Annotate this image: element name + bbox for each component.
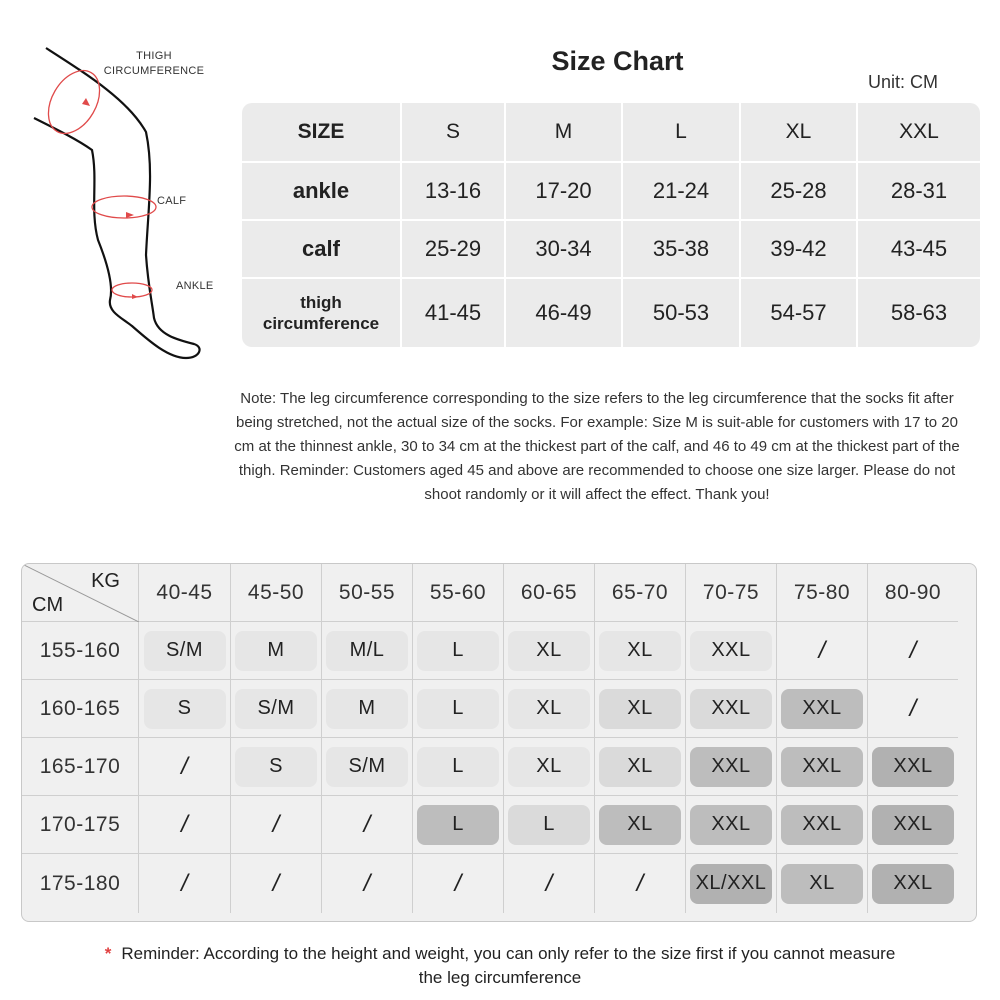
size-row-label: calf bbox=[242, 221, 402, 279]
size-note: Note: The leg circumference corresponding to the size refers to the leg circumference that the socks fit after being stretched, not the actual size of the socks. For example: Size M is suit-able for customers with 17 to 20 cm at the thinnest ankle, 30 to 34 cm at the thickest part of the calf, and 46 to 49 cm at the thickest part of the thigh. Reminder: Customers aged 45 and above are recommended to choose one size larger. Please do not shoot randomly or it will affect the effect. Thank you! bbox=[234, 390, 960, 503]
size-recommendation-cell bbox=[686, 738, 777, 796]
size-recommendation-cell bbox=[231, 796, 322, 854]
weight-header: 75-80 bbox=[777, 564, 868, 622]
size-pill: L bbox=[417, 747, 499, 787]
size-row-label: ankle bbox=[242, 163, 402, 221]
size-recommendation-cell bbox=[413, 796, 504, 854]
weight-header: 80-90 bbox=[868, 564, 958, 622]
size-recommendation-cell bbox=[777, 738, 868, 796]
corner-kg-label: KG bbox=[91, 570, 120, 592]
size-header-m: M bbox=[506, 103, 623, 163]
size-recommendation-cell bbox=[686, 854, 777, 913]
size-pill: XXL bbox=[690, 689, 772, 729]
not-available-mark: / bbox=[636, 869, 644, 897]
height-row-label: 160-165 bbox=[22, 680, 139, 738]
size-recommendation-cell bbox=[777, 796, 868, 854]
size-header-l: L bbox=[623, 103, 741, 163]
size-recommendation-cell bbox=[595, 738, 686, 796]
not-available-mark: / bbox=[181, 869, 188, 897]
size-value-cell: 35-38 bbox=[623, 221, 741, 279]
size-pill: S/M bbox=[326, 747, 408, 787]
size-pill: M bbox=[326, 689, 408, 729]
size-recommendation-cell bbox=[322, 854, 413, 913]
size-recommendation-cell bbox=[504, 796, 595, 854]
size-recommendation-cell bbox=[231, 680, 322, 738]
not-available-mark: / bbox=[272, 810, 280, 838]
size-recommendation-cell bbox=[139, 854, 231, 913]
weight-header: 65-70 bbox=[595, 564, 686, 622]
size-recommendation-cell bbox=[595, 796, 686, 854]
size-pill: XL bbox=[508, 689, 590, 729]
size-pill: XXL bbox=[690, 631, 772, 671]
size-recommendation-cell bbox=[322, 796, 413, 854]
size-pill: XXL bbox=[781, 747, 863, 787]
size-pill: XXL bbox=[690, 747, 772, 787]
reminder-text: Reminder: According to the height and weight, you can only refer to the size first if you cannot measure the leg circumference bbox=[121, 944, 896, 987]
size-pill: S/M bbox=[235, 689, 317, 729]
size-pill: XXL bbox=[781, 805, 863, 845]
size-header-xxl: XXL bbox=[858, 103, 980, 163]
size-pill: XL bbox=[599, 747, 681, 787]
size-recommendation-cell bbox=[231, 738, 322, 796]
weight-header: 70-75 bbox=[686, 564, 777, 622]
size-value-cell: 46-49 bbox=[506, 279, 623, 347]
not-available-mark: / bbox=[363, 869, 371, 897]
size-value-cell: 28-31 bbox=[858, 163, 980, 221]
size-pill: XXL bbox=[781, 689, 863, 729]
ankle-label: ANKLE bbox=[176, 280, 214, 292]
size-recommendation-cell bbox=[139, 622, 231, 680]
size-recommendation-cell bbox=[504, 738, 595, 796]
size-pill: XXL bbox=[872, 747, 954, 787]
size-pill: S bbox=[144, 689, 226, 729]
size-pill: XL bbox=[781, 864, 863, 904]
height-weight-table bbox=[21, 563, 977, 922]
size-recommendation-cell bbox=[231, 854, 322, 913]
size-pill: L bbox=[508, 805, 590, 845]
size-pill: L bbox=[417, 631, 499, 671]
size-value-cell: 43-45 bbox=[858, 221, 980, 279]
size-recommendation-cell bbox=[868, 622, 958, 680]
not-available-mark: / bbox=[363, 810, 371, 838]
thigh-label: THIGH CIRCUMFERENCE bbox=[103, 50, 205, 77]
size-value-cell: 25-29 bbox=[402, 221, 506, 279]
size-value-cell: 58-63 bbox=[890, 300, 948, 325]
weight-header: 40-45 bbox=[139, 564, 231, 622]
calf-measure-ring bbox=[92, 196, 156, 218]
weight-header: 50-55 bbox=[322, 564, 413, 622]
size-recommendation-cell bbox=[139, 680, 231, 738]
size-header-xl: XL bbox=[741, 103, 858, 163]
size-recommendation-cell bbox=[504, 854, 595, 913]
size-recommendation-cell bbox=[868, 680, 958, 738]
height-row-label: 175-180 bbox=[22, 854, 139, 913]
height-row-label: 165-170 bbox=[22, 738, 139, 796]
size-recommendation-cell bbox=[595, 622, 686, 680]
size-recommendation-cell bbox=[686, 622, 777, 680]
size-recommendation-cell bbox=[868, 854, 958, 913]
size-recommendation-cell bbox=[777, 854, 868, 913]
not-available-mark: / bbox=[909, 694, 917, 722]
size-recommendation-cell bbox=[595, 680, 686, 738]
page-title: Size Chart bbox=[551, 46, 684, 76]
size-value-cell: 30-34 bbox=[506, 221, 623, 279]
size-pill: XL bbox=[599, 689, 681, 729]
size-recommendation-cell bbox=[413, 854, 504, 913]
weight-header: 45-50 bbox=[231, 564, 322, 622]
size-pill: XL bbox=[508, 631, 590, 671]
size-recommendation-cell bbox=[413, 680, 504, 738]
not-available-mark: / bbox=[454, 869, 462, 897]
size-recommendation-cell bbox=[777, 622, 868, 680]
size-recommendation-cell bbox=[139, 796, 231, 854]
corner-cm-label: CM bbox=[32, 594, 64, 616]
not-available-mark: / bbox=[181, 752, 188, 780]
size-value-cell: 41-45 bbox=[402, 279, 506, 347]
size-header-s: S bbox=[402, 103, 506, 163]
size-recommendation-cell bbox=[231, 622, 322, 680]
unit-label: Unit: CM bbox=[867, 72, 938, 92]
size-recommendation-cell bbox=[413, 622, 504, 680]
size-pill: XXL bbox=[690, 805, 772, 845]
size-pill: M bbox=[235, 631, 317, 671]
size-pill: XL/XXL bbox=[690, 864, 772, 904]
size-recommendation-cell bbox=[322, 738, 413, 796]
size-value-cell: 25-28 bbox=[741, 163, 858, 221]
size-pill: XL bbox=[599, 805, 681, 845]
size-pill: M/L bbox=[326, 631, 408, 671]
size-pill: S/M bbox=[144, 631, 226, 671]
size-pill: XXL bbox=[872, 805, 954, 845]
size-recommendation-cell bbox=[868, 796, 958, 854]
not-available-mark: / bbox=[545, 869, 553, 897]
size-recommendation-cell bbox=[504, 622, 595, 680]
not-available-mark: / bbox=[181, 810, 188, 838]
not-available-mark: / bbox=[272, 869, 280, 897]
size-pill: L bbox=[417, 805, 499, 845]
size-recommendation-cell bbox=[686, 680, 777, 738]
height-row-label: 155-160 bbox=[22, 622, 139, 680]
not-available-mark: / bbox=[818, 636, 826, 664]
height-row-label: 170-175 bbox=[22, 796, 139, 854]
size-value-cell: 39-42 bbox=[741, 221, 858, 279]
size-pill: XL bbox=[599, 631, 681, 671]
size-row-label: thigh circumference bbox=[242, 279, 402, 347]
size-pill: S bbox=[235, 747, 317, 787]
weight-header: 55-60 bbox=[413, 564, 504, 622]
calf-label: CALF bbox=[157, 195, 187, 207]
size-recommendation-cell bbox=[504, 680, 595, 738]
size-recommendation-cell bbox=[139, 738, 231, 796]
size-recommendation-cell bbox=[868, 738, 958, 796]
size-table bbox=[242, 103, 980, 347]
size-value-cell: 50-53 bbox=[623, 279, 741, 347]
not-available-mark: / bbox=[909, 636, 917, 664]
table-corner bbox=[22, 564, 139, 622]
size-recommendation-cell bbox=[595, 854, 686, 913]
asterisk-icon: * bbox=[104, 944, 112, 963]
size-value-cell: 13-16 bbox=[402, 163, 506, 221]
size-recommendation-cell bbox=[413, 738, 504, 796]
size-recommendation-cell bbox=[322, 622, 413, 680]
size-pill: XL bbox=[508, 747, 590, 787]
size-recommendation-cell bbox=[777, 680, 868, 738]
size-pill: L bbox=[417, 689, 499, 729]
size-pill: XXL bbox=[872, 864, 954, 904]
weight-header: 60-65 bbox=[504, 564, 595, 622]
size-header-label: SIZE bbox=[242, 103, 402, 163]
size-recommendation-cell bbox=[322, 680, 413, 738]
size-recommendation-cell bbox=[686, 796, 777, 854]
leg-illustration bbox=[28, 40, 228, 370]
size-value-cell: 21-24 bbox=[623, 163, 741, 221]
size-value-cell: 54-57 bbox=[741, 279, 858, 347]
reminder bbox=[100, 942, 900, 990]
size-value-cell: 17-20 bbox=[506, 163, 623, 221]
